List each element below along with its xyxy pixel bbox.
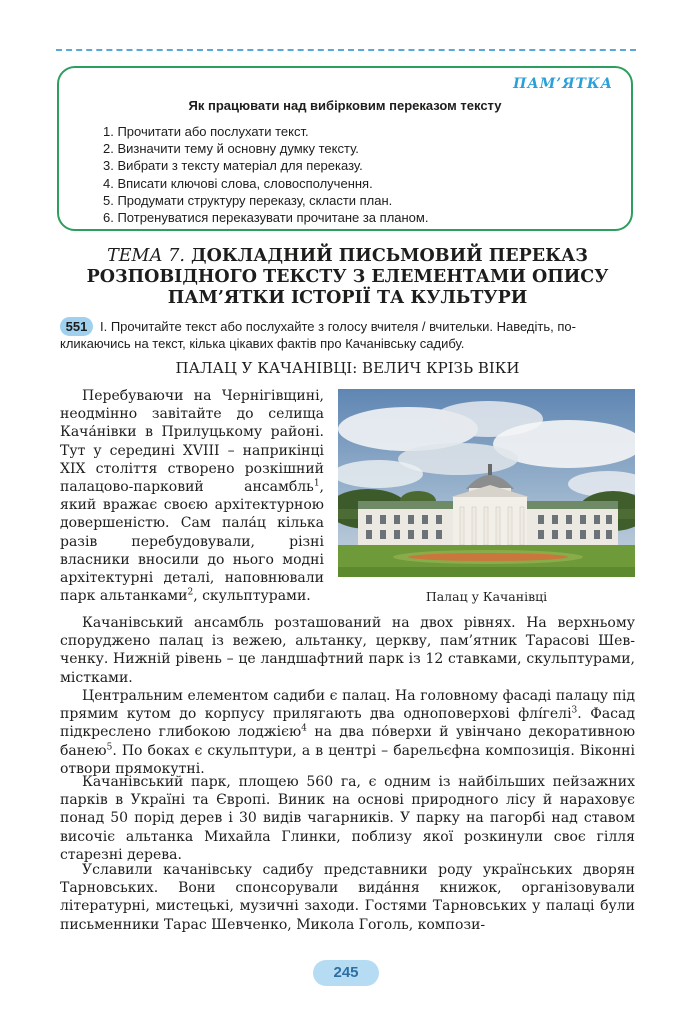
page-number: 245 — [313, 960, 379, 986]
memo-title: Як працювати над вибірковим переказом тексту — [188, 98, 502, 113]
task-number-badge: 551 — [60, 317, 93, 336]
memo-list — [103, 123, 428, 226]
paragraph-2: Качанівський ансамбль розташований на двох рівнях. На верхньому споруджено палац із вежею, альтанку, церкву, пам’ятник Тарасові Шевченку. Нижній рівень – це ландшафтний парк із 12 ставками, скульптурами, містками. — [60, 615, 635, 686]
topic-title-1: ДОКЛАДНИЙ ПИСЬМОВИЙ ПЕРЕКАЗ — [191, 246, 588, 266]
memo-item: 3. Вибрати з тексту матеріал для переказу. — [103, 158, 363, 174]
paragraph-1: Перебуваючи на Чернігівщині, неодмінно завітайте до селища Кача́нівки в Прилуцькому районі. Тут у середині XVIII – наприкінці XIX століття створено розкішний палацово-парковий ансамбль$^1$, який вражає своєю архітектурною довершеністю. Сам пала́ц кілька разів перебудовували, різні власники вносили до нього модні архітектурні деталі, наповнювали парк альтанками$^2$, скульптурами. — [60, 388, 324, 605]
footnote-3: 3 — [571, 705, 578, 716]
paragraph-3: Центральним елементом садиби є палац. На головному фасаді палацу під прямим кутом до корпусу прилягають два одноповерхові флі́гелі$^3$. Фасад підкреслено глибокою лоджією$^4$ на два по́верхи й увінчано декоративною банею$^5$. По боках є скульптури, а в центрі – барельєфна композиція. Віконні отвори прямокутні. — [60, 688, 636, 777]
memo-item: 1. Прочитати або послухати текст. — [103, 124, 309, 139]
reading-title: ПАЛАЦ У КАЧАНІВЦІ: ВЕЛИЧ КРІЗЬ ВІКИ — [175, 359, 520, 377]
topic-heading-line1 — [60, 245, 635, 267]
task-instruction-1: І. Прочитайте текст або послухайте з голосу вчителя / вчительки. Наведіть, по- — [100, 319, 576, 334]
task-instruction-2: кликаючись на текст, кілька цікавих фактів про Качанівську садибу. — [60, 336, 465, 351]
memo-box — [57, 66, 633, 231]
memo-label: ПАМ’ЯТКА — [513, 76, 613, 92]
footnote-1: 1 — [313, 478, 320, 489]
topic-label: ТЕМА 7. — [107, 246, 185, 266]
photo-caption: Палац у Качанівці — [425, 589, 548, 604]
topic-title-2: РОЗПОВІДНОГО ТЕКСТУ З ЕЛЕМЕНТАМИ ОПИСУ — [86, 267, 609, 287]
palace-photo — [338, 389, 635, 577]
footnote-2: 2 — [187, 587, 194, 598]
memo-item: 2. Визначити тему й основну думку тексту. — [103, 141, 359, 157]
paragraph-4: Качанівський парк, площею 560 га, є одним із найбільших пейзажних парків в Україні та Європі. Виник на основі природного лісу й нараховує понад 50 порід дерев і 30 видів чагарників. У парку на пагорбі над ставом височіє альтанка Михайла Глинки, поблизу якої розкинули своє гілля старезні дерева. — [60, 774, 635, 863]
footnote-4: 4 — [301, 723, 307, 734]
memo-item: 4. Вписати ключові слова, словосполучення. — [103, 175, 373, 191]
footnote-5: 5 — [106, 741, 113, 752]
memo-item: 6. Потренуватися переказувати прочитане за планом. — [103, 210, 429, 226]
memo-item: 5. Продумати структуру переказу, скласти план. — [103, 192, 393, 208]
palace-photo-image — [338, 389, 635, 577]
paragraph-5: Уславили качанівську садибу представники роду українських дворян Тарновських. Вони спонсорували вида́ння книжок, організовували літературні, мистецькі, музичні заходи. Гостями Тарновських у палаці були письменники Тарас Шевченко, Микола Гоголь, компози- — [60, 862, 635, 933]
top-dashed-divider — [56, 49, 636, 51]
topic-title-3: ПАМ’ЯТКИ ІСТОРІЇ ТА КУЛЬТУРИ — [167, 288, 528, 308]
